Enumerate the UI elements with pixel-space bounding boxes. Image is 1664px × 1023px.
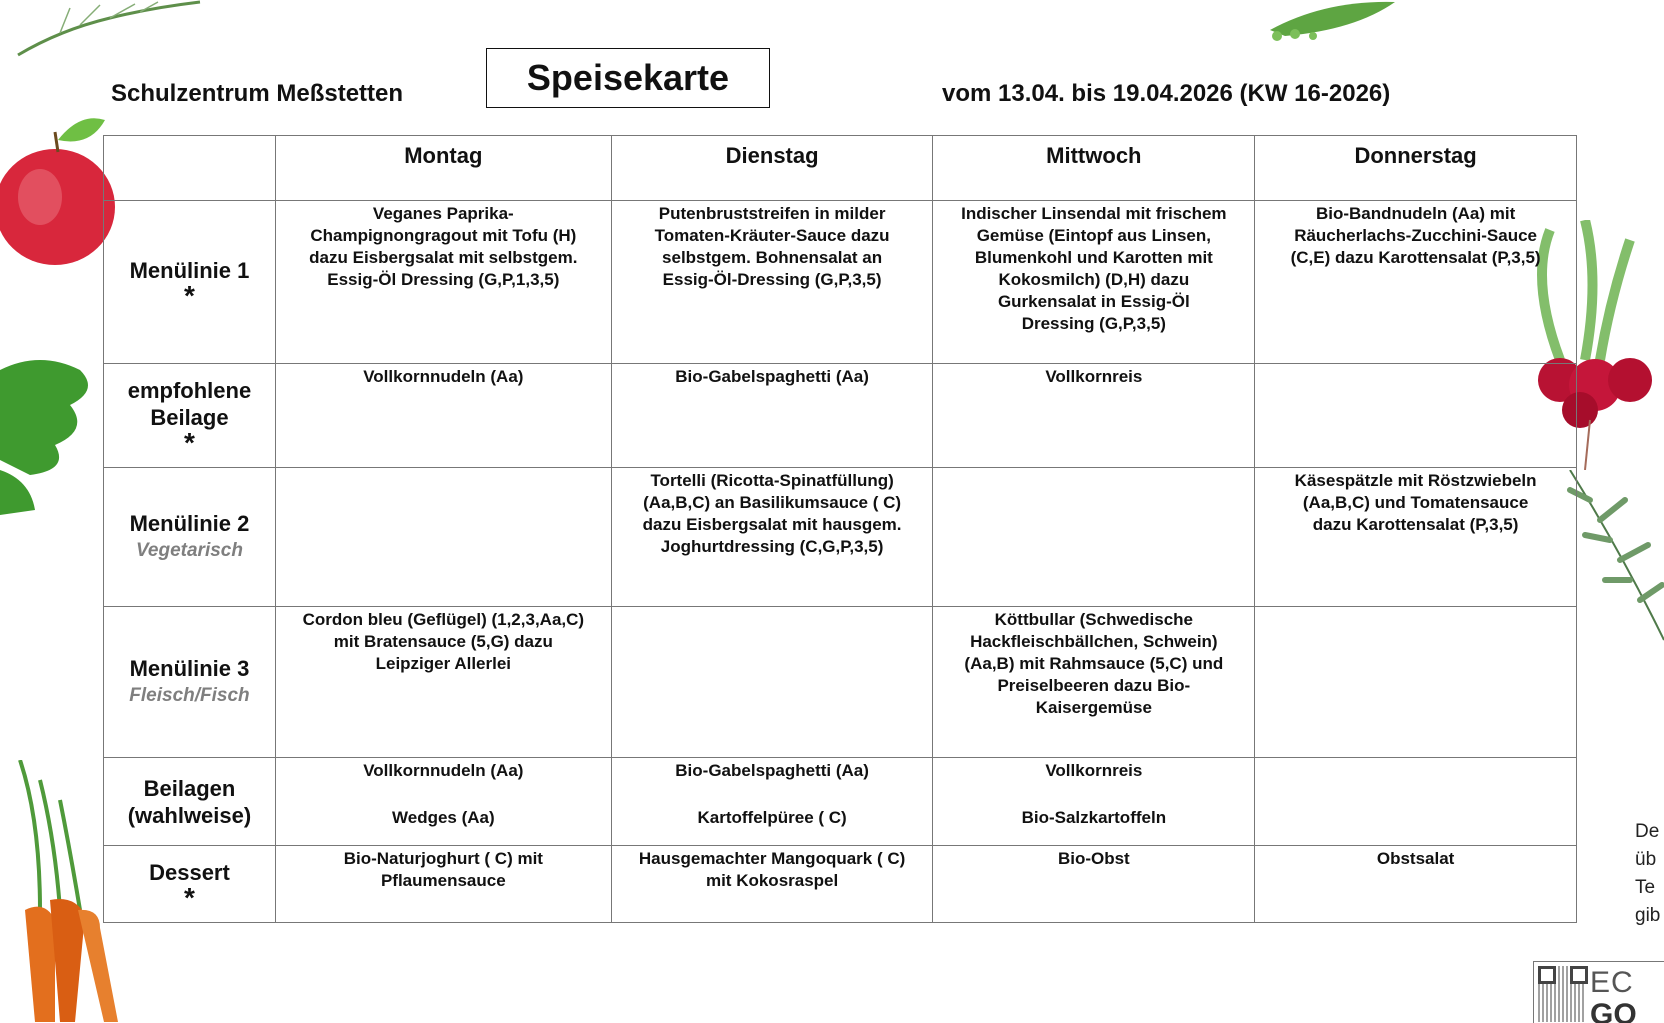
menu-cell <box>275 607 611 758</box>
dish-line: Kokosmilch) (D,H) dazu <box>998 270 1190 289</box>
dish-line: Vollkornreis <box>1045 761 1143 780</box>
logo-text: EC <box>1590 966 1634 999</box>
dish-line: Bio-Gabelspaghetti (Aa) <box>675 761 869 780</box>
row-subtitle: Vegetarisch <box>135 540 243 561</box>
dish-line: dazu Eisbergsalat mit hausgem. <box>642 515 902 534</box>
menu-cell <box>1255 468 1577 607</box>
menu-cell <box>611 201 933 364</box>
dish-line: Vollkornnudeln (Aa) <box>363 367 524 386</box>
dish-line: Hackfleischbällchen, Schwein) <box>970 632 1218 651</box>
dish-line: Bio-Salzkartoffeln <box>1021 808 1167 827</box>
side-note <box>1635 818 1660 930</box>
menu-cell <box>611 758 933 846</box>
dish-line: Essig-Öl Dressing (G,P,1,3,5) <box>327 270 560 289</box>
day-header: Montag <box>275 136 611 201</box>
menu-table <box>103 135 1577 923</box>
menu-cell <box>275 201 611 364</box>
row-label <box>104 364 276 468</box>
dish-line: Käsespätzle mit Röstzwiebeln <box>1294 471 1537 490</box>
dish-line: Leipziger Allerlei <box>375 654 512 673</box>
menu-cell <box>275 846 611 923</box>
peas-illustration <box>1265 0 1435 42</box>
dish-line: Vollkornnudeln (Aa) <box>363 761 524 780</box>
page-title: Speisekarte <box>486 48 770 108</box>
logo-text: GO <box>1590 998 1637 1023</box>
menu-cell <box>1255 846 1577 923</box>
menu-cell <box>933 607 1255 758</box>
dish-line: Räucherlachs-Zucchini-Sauce <box>1294 226 1537 245</box>
menu-row <box>104 758 1577 846</box>
dish-line: Cordon bleu (Geflügel) (1,2,3,Aa,C) <box>302 610 585 629</box>
menu-row <box>104 201 1577 364</box>
row-label-text: Menülinie 3 <box>129 656 250 681</box>
qr-code-logo <box>1533 961 1664 1023</box>
row-label <box>104 607 276 758</box>
menu-cell <box>933 846 1255 923</box>
menu-cell <box>611 364 933 468</box>
dish-line: Gurkensalat in Essig-Öl <box>997 292 1190 311</box>
dish-line: Putenbruststreifen in milder <box>658 204 886 223</box>
dish-line: Dressing (G,P,3,5) <box>1021 314 1166 333</box>
dish-line: dazu Eisbergsalat mit selbstgem. <box>309 248 578 267</box>
row-label-text: empfohlene Beilage <box>127 377 252 430</box>
dish-line: Bio-Obst <box>1057 849 1130 868</box>
menu-cell <box>933 758 1255 846</box>
dish-line: mit Bratensauce (5,G) dazu <box>333 632 553 651</box>
dish-line: Köttbullar (Schwedische <box>994 610 1194 629</box>
row-label-text: Menülinie 1 <box>129 257 250 283</box>
date-range: vom 13.04. bis 19.04.2026 (KW 16-2026) <box>942 80 1391 107</box>
dish-line: Veganes Paprika- <box>372 204 514 223</box>
menu-cell <box>611 607 933 758</box>
menu-cell <box>275 758 611 846</box>
dish-line: Preiselbeeren dazu Bio- <box>997 676 1191 695</box>
menu-cell <box>933 468 1255 607</box>
menu-row <box>104 468 1577 607</box>
recommended-star-icon: * <box>184 426 195 458</box>
dish-line: Obstsalat <box>1376 849 1455 868</box>
row-label <box>104 846 276 923</box>
corner-cell <box>104 136 276 201</box>
row-label-text: Beilagen (wahlweise) <box>127 775 252 828</box>
row-subtitle: Fleisch/Fisch <box>129 685 250 706</box>
menu-cell <box>611 468 933 607</box>
day-header: Donnerstag <box>1255 136 1577 201</box>
dish-line: Wedges (Aa) <box>392 808 495 827</box>
dish-line: selbstgem. Bohnensalat an <box>662 248 883 267</box>
menu-cell <box>611 846 933 923</box>
side-note-line: De <box>1635 821 1660 842</box>
dish-line: Pflaumensauce <box>380 871 506 890</box>
dish-line: (Aa,B,C) an Basilikumsauce ( C) <box>643 493 902 512</box>
row-label <box>104 468 276 607</box>
dish-line: Bio-Gabelspaghetti (Aa) <box>675 367 869 386</box>
dish-line: Indischer Linsendal mit frischem <box>961 204 1227 223</box>
dill-illustration <box>0 0 240 60</box>
menu-row <box>104 364 1577 468</box>
organization-name: Schulzentrum Meßstetten <box>111 80 404 107</box>
dish-line: Bio-Naturjoghurt ( C) mit <box>343 849 543 868</box>
menu-cell <box>933 364 1255 468</box>
dish-line <box>937 782 1250 807</box>
menu-cell <box>1255 758 1577 846</box>
menu-cell <box>1255 607 1577 758</box>
dish-line: Essig-Öl-Dressing (G,P,3,5) <box>662 270 882 289</box>
dish-line: Hausgemachter Mangoquark ( C) <box>638 849 906 868</box>
side-note-line: gib <box>1635 905 1661 926</box>
menu-cell <box>275 468 611 607</box>
dish-line: Kaisergemüse <box>1035 698 1152 717</box>
dish-line: mit Kokosraspel <box>705 871 839 890</box>
side-note-line: üb <box>1635 849 1657 870</box>
dish-line: Tomaten-Kräuter-Sauce dazu <box>654 226 890 245</box>
menu-cell <box>275 364 611 468</box>
recommended-star-icon: * <box>184 279 195 311</box>
day-header: Mittwoch <box>933 136 1255 201</box>
side-note-line: Te <box>1635 877 1656 898</box>
day-header: Dienstag <box>611 136 933 201</box>
dish-line <box>280 782 607 807</box>
dish-line: (Aa,B) mit Rahmsauce (5,C) und <box>964 654 1224 673</box>
dish-line: (C,E) dazu Karottensalat (P,3,5) <box>1290 248 1541 267</box>
menu-cell <box>1255 364 1577 468</box>
menu-row <box>104 607 1577 758</box>
dish-line: Vollkornreis <box>1045 367 1143 386</box>
parsley-illustration <box>0 350 115 520</box>
dish-line <box>616 782 929 807</box>
dish-line: Tortelli (Ricotta-Spinatfüllung) <box>650 471 894 490</box>
row-label <box>104 201 276 364</box>
dish-line: Gemüse (Eintopf aus Linsen, <box>976 226 1211 245</box>
dish-line: Joghurtdressing (C,G,P,3,5) <box>660 537 884 556</box>
recommended-star-icon: * <box>184 881 195 913</box>
dish-line: Bio-Bandnudeln (Aa) mit <box>1315 204 1516 223</box>
row-label-text: Menülinie 2 <box>129 511 250 536</box>
menu-cell <box>1255 201 1577 364</box>
dish-line: (Aa,B,C) und Tomatensauce <box>1302 493 1529 512</box>
menu-cell <box>933 201 1255 364</box>
dish-line: Kartoffelpüree ( C) <box>697 808 847 827</box>
dish-line: Blumenkohl und Karotten mit <box>974 248 1213 267</box>
qr-finder-icon <box>1570 966 1588 984</box>
dish-line: Champignongragout mit Tofu (H) <box>310 226 577 245</box>
apple-illustration <box>0 112 120 272</box>
qr-finder-icon <box>1538 966 1556 984</box>
dish-line: dazu Karottensalat (P,3,5) <box>1312 515 1519 534</box>
row-label-text: Dessert <box>149 859 230 885</box>
day-header-row <box>104 136 1577 201</box>
row-label <box>104 758 276 846</box>
menu-row <box>104 846 1577 923</box>
